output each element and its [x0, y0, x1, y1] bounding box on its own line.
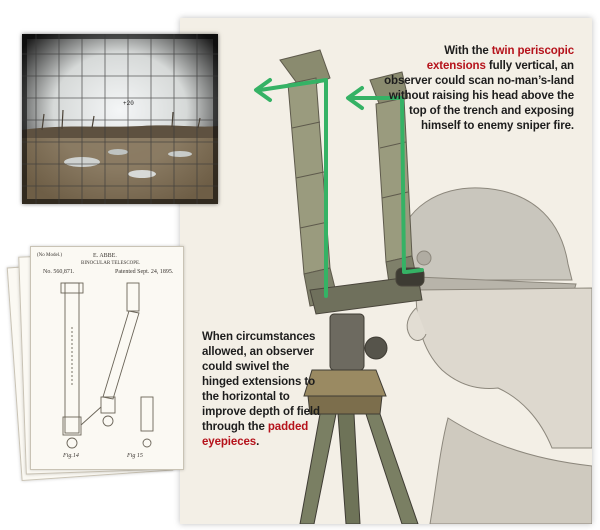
reticle-label: +20: [123, 100, 134, 107]
caption-horizontal-extensions: When circumstances allowed, an observer could swivel the hinged extensions to the horizontal to improve depth of field through the padded eyepieces.: [202, 331, 320, 448]
patent-date: Patented Sept. 24, 1895.: [115, 269, 174, 275]
patent-binocular-sketch: [31, 247, 183, 469]
caption-vertical-extensions: With the twin periscopic extensions fully vertical, an observer could scan no-man’s-land without raising his head above the top of the trench and exposing himself to enemy sniper fire.: [384, 45, 574, 132]
highlight-twin-periscopic-extensions: twin periscopic extensions: [426, 45, 574, 72]
eye-arrow-icon: [406, 270, 422, 272]
battlefield-photo: [22, 34, 218, 204]
highlight-padded-eyepieces: padded eyepieces: [202, 421, 309, 448]
patent-fig-15: Fig 15: [127, 453, 143, 459]
patent-model: (No Model.): [37, 253, 62, 258]
patent-fig-14: Fig.14: [63, 453, 79, 459]
battlefield-scene: [22, 34, 218, 204]
patent-title: BINOCULAR TELESCOPE.: [81, 261, 141, 266]
patent-number: No. 560,871.: [43, 269, 75, 275]
illustration-panel: [180, 18, 592, 524]
patent-drawing: [30, 246, 184, 470]
soldier-figure: [392, 188, 592, 524]
left-periscope-tube: [280, 50, 338, 306]
patent-inventor: E. ABBE.: [93, 253, 117, 259]
